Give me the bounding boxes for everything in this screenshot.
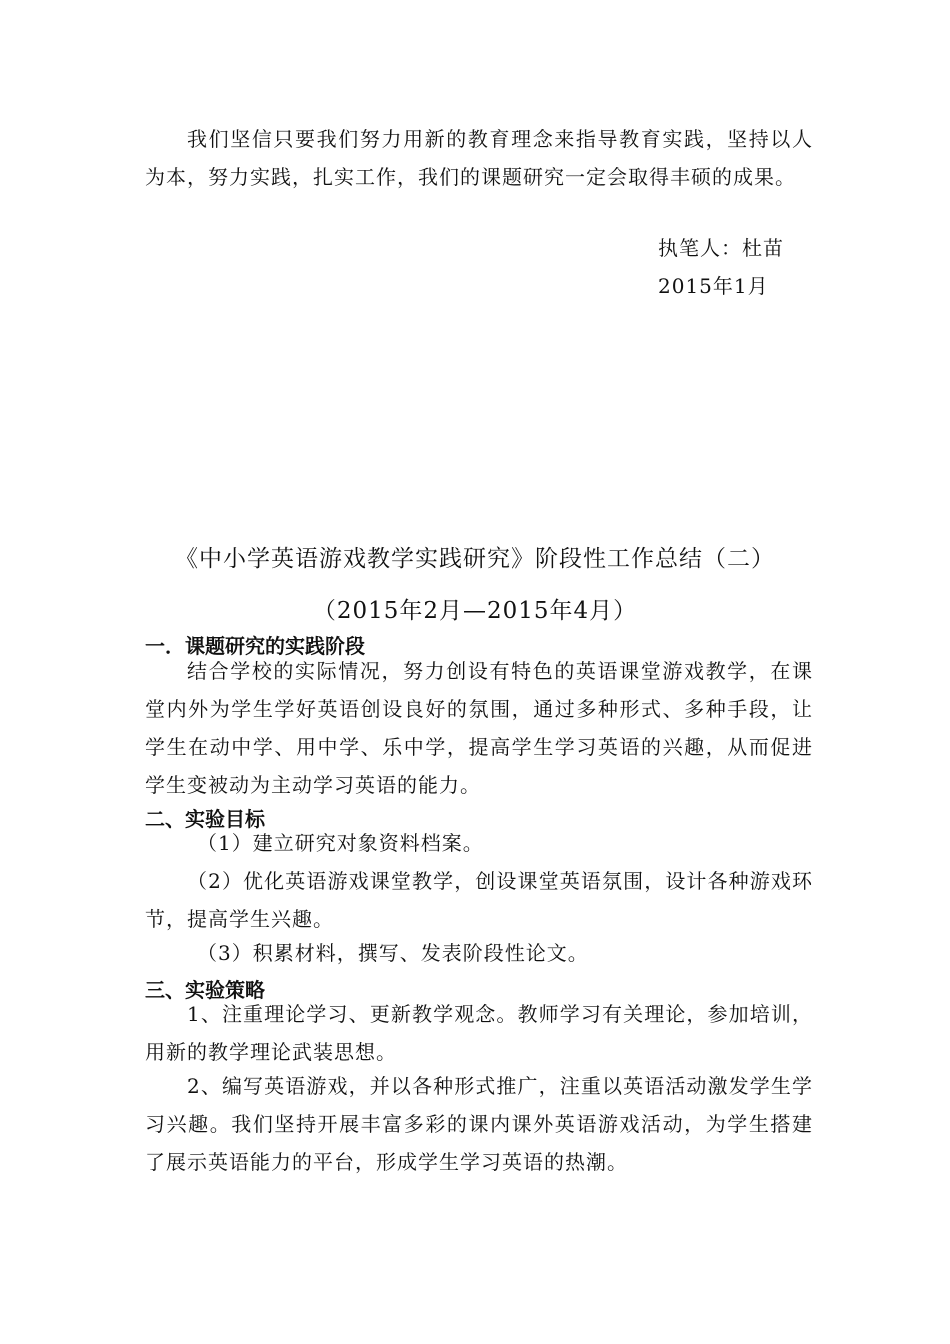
section-1-heading: 一．课题研究的实践阶段 — [145, 634, 365, 658]
strategy-item: 1、注重理论学习、更新教学观念。教师学习有关理论，参加培训，用新的教学理论武装思想。 — [145, 1002, 813, 1064]
strategy-item: 2、编写英语游戏，并以各种形式推广，注重以英语活动激发学生学习兴趣。我们坚持开展丰富多彩的课内课外英语游戏活动，为学生搭建了展示英语能力的平台，形成学生学习英语的热潮。 — [145, 1074, 813, 1174]
report-title: 《中小学英语游戏教学实践研究》阶段性工作总结（二） — [175, 546, 775, 572]
author-signature: 执笔人：杜苗 — [658, 236, 784, 260]
goal-item: （2）优化英语游戏课堂教学，创设课堂英语氛围，设计各种游戏环节，提高学生兴趣。 — [145, 869, 813, 931]
section-2-heading: 二、实验目标 — [145, 807, 265, 831]
report-period: （2015年2月—2015年4月） — [312, 598, 638, 624]
closing-paragraph: 我们坚信只要我们努力用新的教育理念来指导教育实践，坚持以人为本，努力实践，扎实工作，我们的课题研究一定会取得丰硕的成果。 — [145, 127, 813, 189]
goal-item: （3）积累材料，撰写、发表阶段性论文。 — [197, 941, 589, 965]
section-1-body: 结合学校的实际情况，努力创设有特色的英语课堂游戏教学，在课堂内外为学生学好英语创设良好的氛围，通过多种形式、多种手段，让学生在动中学、用中学、乐中学，提高学生学习英语的兴趣，从而促进学生变被动为主动学习英语的能力。 — [145, 659, 813, 797]
goal-item: （1）建立研究对象资料档案。 — [197, 831, 484, 855]
section-3-heading: 三、实验策略 — [145, 978, 265, 1002]
signature-date: 2015年1月 — [658, 274, 769, 298]
